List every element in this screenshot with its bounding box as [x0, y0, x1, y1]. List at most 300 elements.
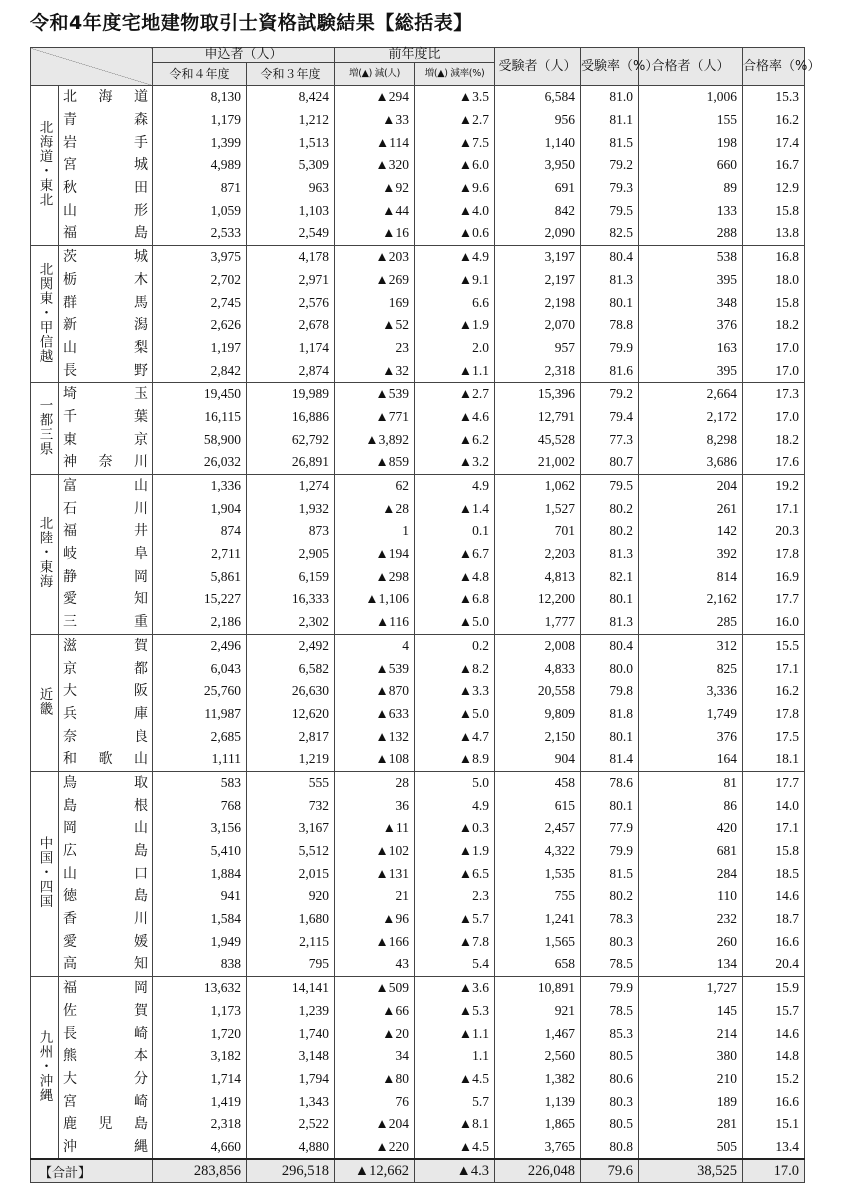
table-row: [31, 1136, 805, 1160]
value-cell: 8,424: [247, 86, 335, 109]
value-cell: 36: [335, 794, 415, 817]
value-cell: ▲5.7: [415, 908, 495, 931]
prefecture-name: 富 山: [59, 474, 153, 497]
value-cell: 1,197: [153, 337, 247, 360]
value-cell: 1,513: [247, 131, 335, 154]
value-cell: 45,528: [495, 428, 581, 451]
value-cell: ▲6.8: [415, 588, 495, 611]
value-cell: 79.5: [581, 199, 639, 222]
value-cell: 0.2: [415, 634, 495, 657]
table-row: [31, 817, 805, 840]
value-cell: 15.5: [743, 634, 805, 657]
value-cell: 4,322: [495, 840, 581, 863]
value-cell: 16,333: [247, 588, 335, 611]
table-row: [31, 930, 805, 953]
value-cell: 1,212: [247, 109, 335, 132]
value-cell: 814: [639, 565, 743, 588]
value-cell: 1,949: [153, 930, 247, 953]
value-cell: 26,032: [153, 451, 247, 474]
value-cell: 15.1: [743, 1113, 805, 1136]
value-cell: 261: [639, 497, 743, 520]
value-cell: 2,702: [153, 269, 247, 292]
region-label: 北海道・東北: [31, 86, 59, 246]
value-cell: 1,749: [639, 703, 743, 726]
value-cell: 2,549: [247, 222, 335, 245]
value-cell: 80.1: [581, 291, 639, 314]
value-cell: 2,678: [247, 314, 335, 337]
prefecture-name: 千 葉: [59, 406, 153, 429]
value-cell: ▲539: [335, 657, 415, 680]
value-cell: ▲132: [335, 725, 415, 748]
value-cell: 3,765: [495, 1136, 581, 1160]
value-cell: 78.3: [581, 908, 639, 931]
value-cell: ▲4.0: [415, 199, 495, 222]
value-cell: 6,043: [153, 657, 247, 680]
value-cell: ▲509: [335, 976, 415, 999]
value-cell: ▲32: [335, 359, 415, 382]
value-cell: 17.7: [743, 771, 805, 794]
value-cell: 768: [153, 794, 247, 817]
value-cell: ▲2.7: [415, 382, 495, 405]
value-cell: 80.1: [581, 725, 639, 748]
value-cell: ▲33: [335, 109, 415, 132]
value-cell: 17.0: [743, 359, 805, 382]
value-cell: 80.8: [581, 1136, 639, 1160]
value-cell: 19.2: [743, 474, 805, 497]
value-cell: 1,382: [495, 1068, 581, 1091]
value-cell: 80.2: [581, 520, 639, 543]
value-cell: ▲6.2: [415, 428, 495, 451]
value-cell: 81.1: [581, 109, 639, 132]
value-cell: 20,558: [495, 680, 581, 703]
value-cell: 1,419: [153, 1090, 247, 1113]
value-cell: ▲7.8: [415, 930, 495, 953]
value-cell: 14.6: [743, 885, 805, 908]
value-cell: ▲1.1: [415, 359, 495, 382]
value-cell: 17.6: [743, 451, 805, 474]
prefecture-name: 福 島: [59, 222, 153, 245]
value-cell: 62: [335, 474, 415, 497]
value-cell: 1,720: [153, 1022, 247, 1045]
value-cell: ▲6.5: [415, 862, 495, 885]
value-cell: 2,626: [153, 314, 247, 337]
value-cell: 2,874: [247, 359, 335, 382]
value-cell: 2,318: [495, 359, 581, 382]
value-cell: 81.8: [581, 703, 639, 726]
prefecture-name: 新 潟: [59, 314, 153, 337]
table-row: [31, 291, 805, 314]
value-cell: 376: [639, 725, 743, 748]
value-cell: 17.4: [743, 131, 805, 154]
value-cell: 6,582: [247, 657, 335, 680]
value-cell: 20.4: [743, 953, 805, 976]
value-cell: 2.0: [415, 337, 495, 360]
value-cell: 78.5: [581, 953, 639, 976]
value-cell: 1,062: [495, 474, 581, 497]
value-cell: 79.8: [581, 680, 639, 703]
value-cell: 6,584: [495, 86, 581, 109]
value-cell: 658: [495, 953, 581, 976]
value-cell: 28: [335, 771, 415, 794]
value-cell: 81.6: [581, 359, 639, 382]
value-cell: 17.5: [743, 725, 805, 748]
value-cell: 16.2: [743, 680, 805, 703]
value-cell: 78.5: [581, 1000, 639, 1023]
value-cell: ▲5.3: [415, 1000, 495, 1023]
value-cell: ▲1.9: [415, 840, 495, 863]
value-cell: 4,178: [247, 245, 335, 268]
value-cell: 16.8: [743, 245, 805, 268]
value-cell: 1,174: [247, 337, 335, 360]
value-cell: 80.1: [581, 794, 639, 817]
table-row: [31, 657, 805, 680]
prefecture-name: 熊 本: [59, 1045, 153, 1068]
prefecture-name: 福 井: [59, 520, 153, 543]
value-cell: 81.5: [581, 862, 639, 885]
prefecture-name: 宮 城: [59, 154, 153, 177]
value-cell: 89: [639, 177, 743, 200]
value-cell: 18.7: [743, 908, 805, 931]
table-row: [31, 908, 805, 931]
value-cell: 5,410: [153, 840, 247, 863]
value-cell: 505: [639, 1136, 743, 1160]
value-cell: 14,141: [247, 976, 335, 999]
value-cell: 26,891: [247, 451, 335, 474]
value-cell: ▲3.6: [415, 976, 495, 999]
value-cell: 164: [639, 748, 743, 771]
value-cell: 5,861: [153, 565, 247, 588]
value-cell: 1,140: [495, 131, 581, 154]
value-cell: 2.3: [415, 885, 495, 908]
value-cell: 19,989: [247, 382, 335, 405]
value-cell: 82.5: [581, 222, 639, 245]
value-cell: 4.9: [415, 474, 495, 497]
header-applicants: 申込者（人）: [153, 48, 335, 63]
value-cell: 2,015: [247, 862, 335, 885]
value-cell: 12,620: [247, 703, 335, 726]
prefecture-name: 石 川: [59, 497, 153, 520]
table-row: [31, 269, 805, 292]
value-cell: 2,203: [495, 543, 581, 566]
value-cell: ▲80: [335, 1068, 415, 1091]
value-cell: ▲166: [335, 930, 415, 953]
table-row: [31, 86, 805, 109]
value-cell: ▲7.5: [415, 131, 495, 154]
value-cell: 2,172: [639, 406, 743, 429]
value-cell: 1,865: [495, 1113, 581, 1136]
value-cell: ▲3.5: [415, 86, 495, 109]
value-cell: ▲4.9: [415, 245, 495, 268]
value-cell: 2,008: [495, 634, 581, 657]
value-cell: 1,884: [153, 862, 247, 885]
value-cell: 2,971: [247, 269, 335, 292]
table-row: [31, 1090, 805, 1113]
value-cell: 16.2: [743, 109, 805, 132]
value-cell: 281: [639, 1113, 743, 1136]
header-yoy: 前年度比: [335, 48, 495, 63]
value-cell: 81: [639, 771, 743, 794]
value-cell: 5.0: [415, 771, 495, 794]
prefecture-name: 徳 島: [59, 885, 153, 908]
value-cell: 142: [639, 520, 743, 543]
value-cell: ▲194: [335, 543, 415, 566]
value-cell: ▲44: [335, 199, 415, 222]
value-cell: 23: [335, 337, 415, 360]
value-cell: ▲108: [335, 748, 415, 771]
value-cell: 15,396: [495, 382, 581, 405]
value-cell: ▲52: [335, 314, 415, 337]
value-cell: 76: [335, 1090, 415, 1113]
value-cell: 16,886: [247, 406, 335, 429]
value-cell: 5,309: [247, 154, 335, 177]
value-cell: 25,760: [153, 680, 247, 703]
value-cell: 3,197: [495, 245, 581, 268]
value-cell: 921: [495, 1000, 581, 1023]
value-cell: 842: [495, 199, 581, 222]
value-cell: 4,833: [495, 657, 581, 680]
value-cell: 15.3: [743, 86, 805, 109]
value-cell: 941: [153, 885, 247, 908]
table-row: [31, 771, 805, 794]
table-row: [31, 953, 805, 976]
value-cell: ▲8.9: [415, 748, 495, 771]
total-value: 226,048: [495, 1159, 581, 1183]
value-cell: 15.8: [743, 199, 805, 222]
value-cell: ▲6.0: [415, 154, 495, 177]
value-cell: 17.1: [743, 657, 805, 680]
value-cell: 13.8: [743, 222, 805, 245]
table-row: [31, 1113, 805, 1136]
table-row: [31, 222, 805, 245]
prefecture-name: 奈 良: [59, 725, 153, 748]
table-row: [31, 1045, 805, 1068]
value-cell: 80.2: [581, 885, 639, 908]
total-value: 283,856: [153, 1159, 247, 1183]
value-cell: 77.9: [581, 817, 639, 840]
value-cell: 376: [639, 314, 743, 337]
total-label: 【合計】: [31, 1159, 153, 1183]
table-row: [31, 382, 805, 405]
total-value: ▲4.3: [415, 1159, 495, 1183]
value-cell: 1,111: [153, 748, 247, 771]
value-cell: 19,450: [153, 382, 247, 405]
table-row: [31, 154, 805, 177]
value-cell: ▲204: [335, 1113, 415, 1136]
value-cell: ▲96: [335, 908, 415, 931]
value-cell: 1,179: [153, 109, 247, 132]
prefecture-name: 愛 知: [59, 588, 153, 611]
value-cell: 1,584: [153, 908, 247, 931]
value-cell: 18.2: [743, 314, 805, 337]
value-cell: ▲92: [335, 177, 415, 200]
value-cell: 80.4: [581, 634, 639, 657]
value-cell: 145: [639, 1000, 743, 1023]
table-row: [31, 543, 805, 566]
value-cell: 80.2: [581, 497, 639, 520]
prefecture-name: 大 阪: [59, 680, 153, 703]
value-cell: ▲116: [335, 611, 415, 634]
value-cell: 16.6: [743, 1090, 805, 1113]
value-cell: ▲203: [335, 245, 415, 268]
value-cell: 13,632: [153, 976, 247, 999]
value-cell: 1,103: [247, 199, 335, 222]
value-cell: ▲1.1: [415, 1022, 495, 1045]
value-cell: 1,794: [247, 1068, 335, 1091]
prefecture-name: 宮 崎: [59, 1090, 153, 1113]
table-row: [31, 245, 805, 268]
value-cell: 2,186: [153, 611, 247, 634]
prefecture-name: 栃 木: [59, 269, 153, 292]
value-cell: 2,817: [247, 725, 335, 748]
prefecture-name: 兵 庫: [59, 703, 153, 726]
value-cell: ▲16: [335, 222, 415, 245]
region-label: 一都三県: [31, 382, 59, 474]
value-cell: 2,318: [153, 1113, 247, 1136]
value-cell: 1,904: [153, 497, 247, 520]
value-cell: 12,200: [495, 588, 581, 611]
table-row: [31, 109, 805, 132]
value-cell: 1,932: [247, 497, 335, 520]
value-cell: 1,274: [247, 474, 335, 497]
value-cell: 380: [639, 1045, 743, 1068]
value-cell: 80.6: [581, 1068, 639, 1091]
corner-cell: [31, 48, 153, 86]
value-cell: 2,302: [247, 611, 335, 634]
value-cell: 17.1: [743, 497, 805, 520]
value-cell: ▲114: [335, 131, 415, 154]
value-cell: 4.9: [415, 794, 495, 817]
value-cell: 838: [153, 953, 247, 976]
value-cell: 957: [495, 337, 581, 360]
value-cell: 395: [639, 269, 743, 292]
header-r4: 令和４年度: [153, 63, 247, 86]
value-cell: 2,745: [153, 291, 247, 314]
value-cell: 681: [639, 840, 743, 863]
value-cell: 79.9: [581, 840, 639, 863]
value-cell: ▲269: [335, 269, 415, 292]
table-row: [31, 840, 805, 863]
table-row: [31, 794, 805, 817]
value-cell: 2,115: [247, 930, 335, 953]
value-cell: 2,522: [247, 1113, 335, 1136]
value-cell: ▲3,892: [335, 428, 415, 451]
value-cell: 1,680: [247, 908, 335, 931]
prefecture-name: 広 島: [59, 840, 153, 863]
value-cell: 2,560: [495, 1045, 581, 1068]
value-cell: 17.3: [743, 382, 805, 405]
value-cell: 81.5: [581, 131, 639, 154]
value-cell: 538: [639, 245, 743, 268]
value-cell: 14.8: [743, 1045, 805, 1068]
value-cell: 1.1: [415, 1045, 495, 1068]
value-cell: ▲5.0: [415, 703, 495, 726]
value-cell: 348: [639, 291, 743, 314]
prefecture-name: 香 川: [59, 908, 153, 931]
table-row: [31, 885, 805, 908]
value-cell: 21,002: [495, 451, 581, 474]
value-cell: 1,399: [153, 131, 247, 154]
header-r3: 令和３年度: [247, 63, 335, 86]
table-row: [31, 862, 805, 885]
value-cell: 18.5: [743, 862, 805, 885]
value-cell: 18.2: [743, 428, 805, 451]
value-cell: 1,241: [495, 908, 581, 931]
value-cell: 10,891: [495, 976, 581, 999]
value-cell: 15.2: [743, 1068, 805, 1091]
value-cell: 555: [247, 771, 335, 794]
value-cell: 79.3: [581, 177, 639, 200]
value-cell: ▲870: [335, 680, 415, 703]
table-row: [31, 611, 805, 634]
value-cell: 80.4: [581, 245, 639, 268]
value-cell: 1,173: [153, 1000, 247, 1023]
value-cell: 78.8: [581, 314, 639, 337]
prefecture-name: 高 知: [59, 953, 153, 976]
value-cell: 12.9: [743, 177, 805, 200]
value-cell: 8,130: [153, 86, 247, 109]
table-row: [31, 199, 805, 222]
value-cell: ▲1.9: [415, 314, 495, 337]
value-cell: 395: [639, 359, 743, 382]
value-cell: 2,457: [495, 817, 581, 840]
total-value: 79.6: [581, 1159, 639, 1183]
value-cell: 920: [247, 885, 335, 908]
value-cell: ▲8.1: [415, 1113, 495, 1136]
value-cell: 204: [639, 474, 743, 497]
value-cell: 79.9: [581, 976, 639, 999]
prefecture-name: 福 岡: [59, 976, 153, 999]
prefecture-name: 長 崎: [59, 1022, 153, 1045]
value-cell: ▲5.0: [415, 611, 495, 634]
value-cell: 2,492: [247, 634, 335, 657]
value-cell: 16.6: [743, 930, 805, 953]
prefecture-name: 岩 手: [59, 131, 153, 154]
prefecture-name: 鹿 児 島: [59, 1113, 153, 1136]
value-cell: 210: [639, 1068, 743, 1091]
value-cell: 660: [639, 154, 743, 177]
value-cell: 80.5: [581, 1113, 639, 1136]
value-cell: ▲3.2: [415, 451, 495, 474]
table-row: [31, 337, 805, 360]
value-cell: ▲9.1: [415, 269, 495, 292]
total-value: 38,525: [639, 1159, 743, 1183]
table-body: [31, 86, 805, 1183]
total-value: 17.0: [743, 1159, 805, 1183]
value-cell: 285: [639, 611, 743, 634]
value-cell: 80.5: [581, 1045, 639, 1068]
region-label: 九州・沖縄: [31, 976, 59, 1159]
table-row: [31, 588, 805, 611]
value-cell: 2,842: [153, 359, 247, 382]
value-cell: 62,792: [247, 428, 335, 451]
value-cell: 169: [335, 291, 415, 314]
value-cell: 15.8: [743, 840, 805, 863]
prefecture-name: 埼 玉: [59, 382, 153, 405]
value-cell: 5.4: [415, 953, 495, 976]
value-cell: ▲4.8: [415, 565, 495, 588]
table-row: [31, 428, 805, 451]
value-cell: 3,182: [153, 1045, 247, 1068]
value-cell: 17.7: [743, 588, 805, 611]
value-cell: 4,660: [153, 1136, 247, 1160]
value-cell: 110: [639, 885, 743, 908]
value-cell: 2,197: [495, 269, 581, 292]
value-cell: 956: [495, 109, 581, 132]
value-cell: 17.0: [743, 337, 805, 360]
value-cell: ▲8.2: [415, 657, 495, 680]
prefecture-name: 北 海 道: [59, 86, 153, 109]
value-cell: ▲539: [335, 382, 415, 405]
